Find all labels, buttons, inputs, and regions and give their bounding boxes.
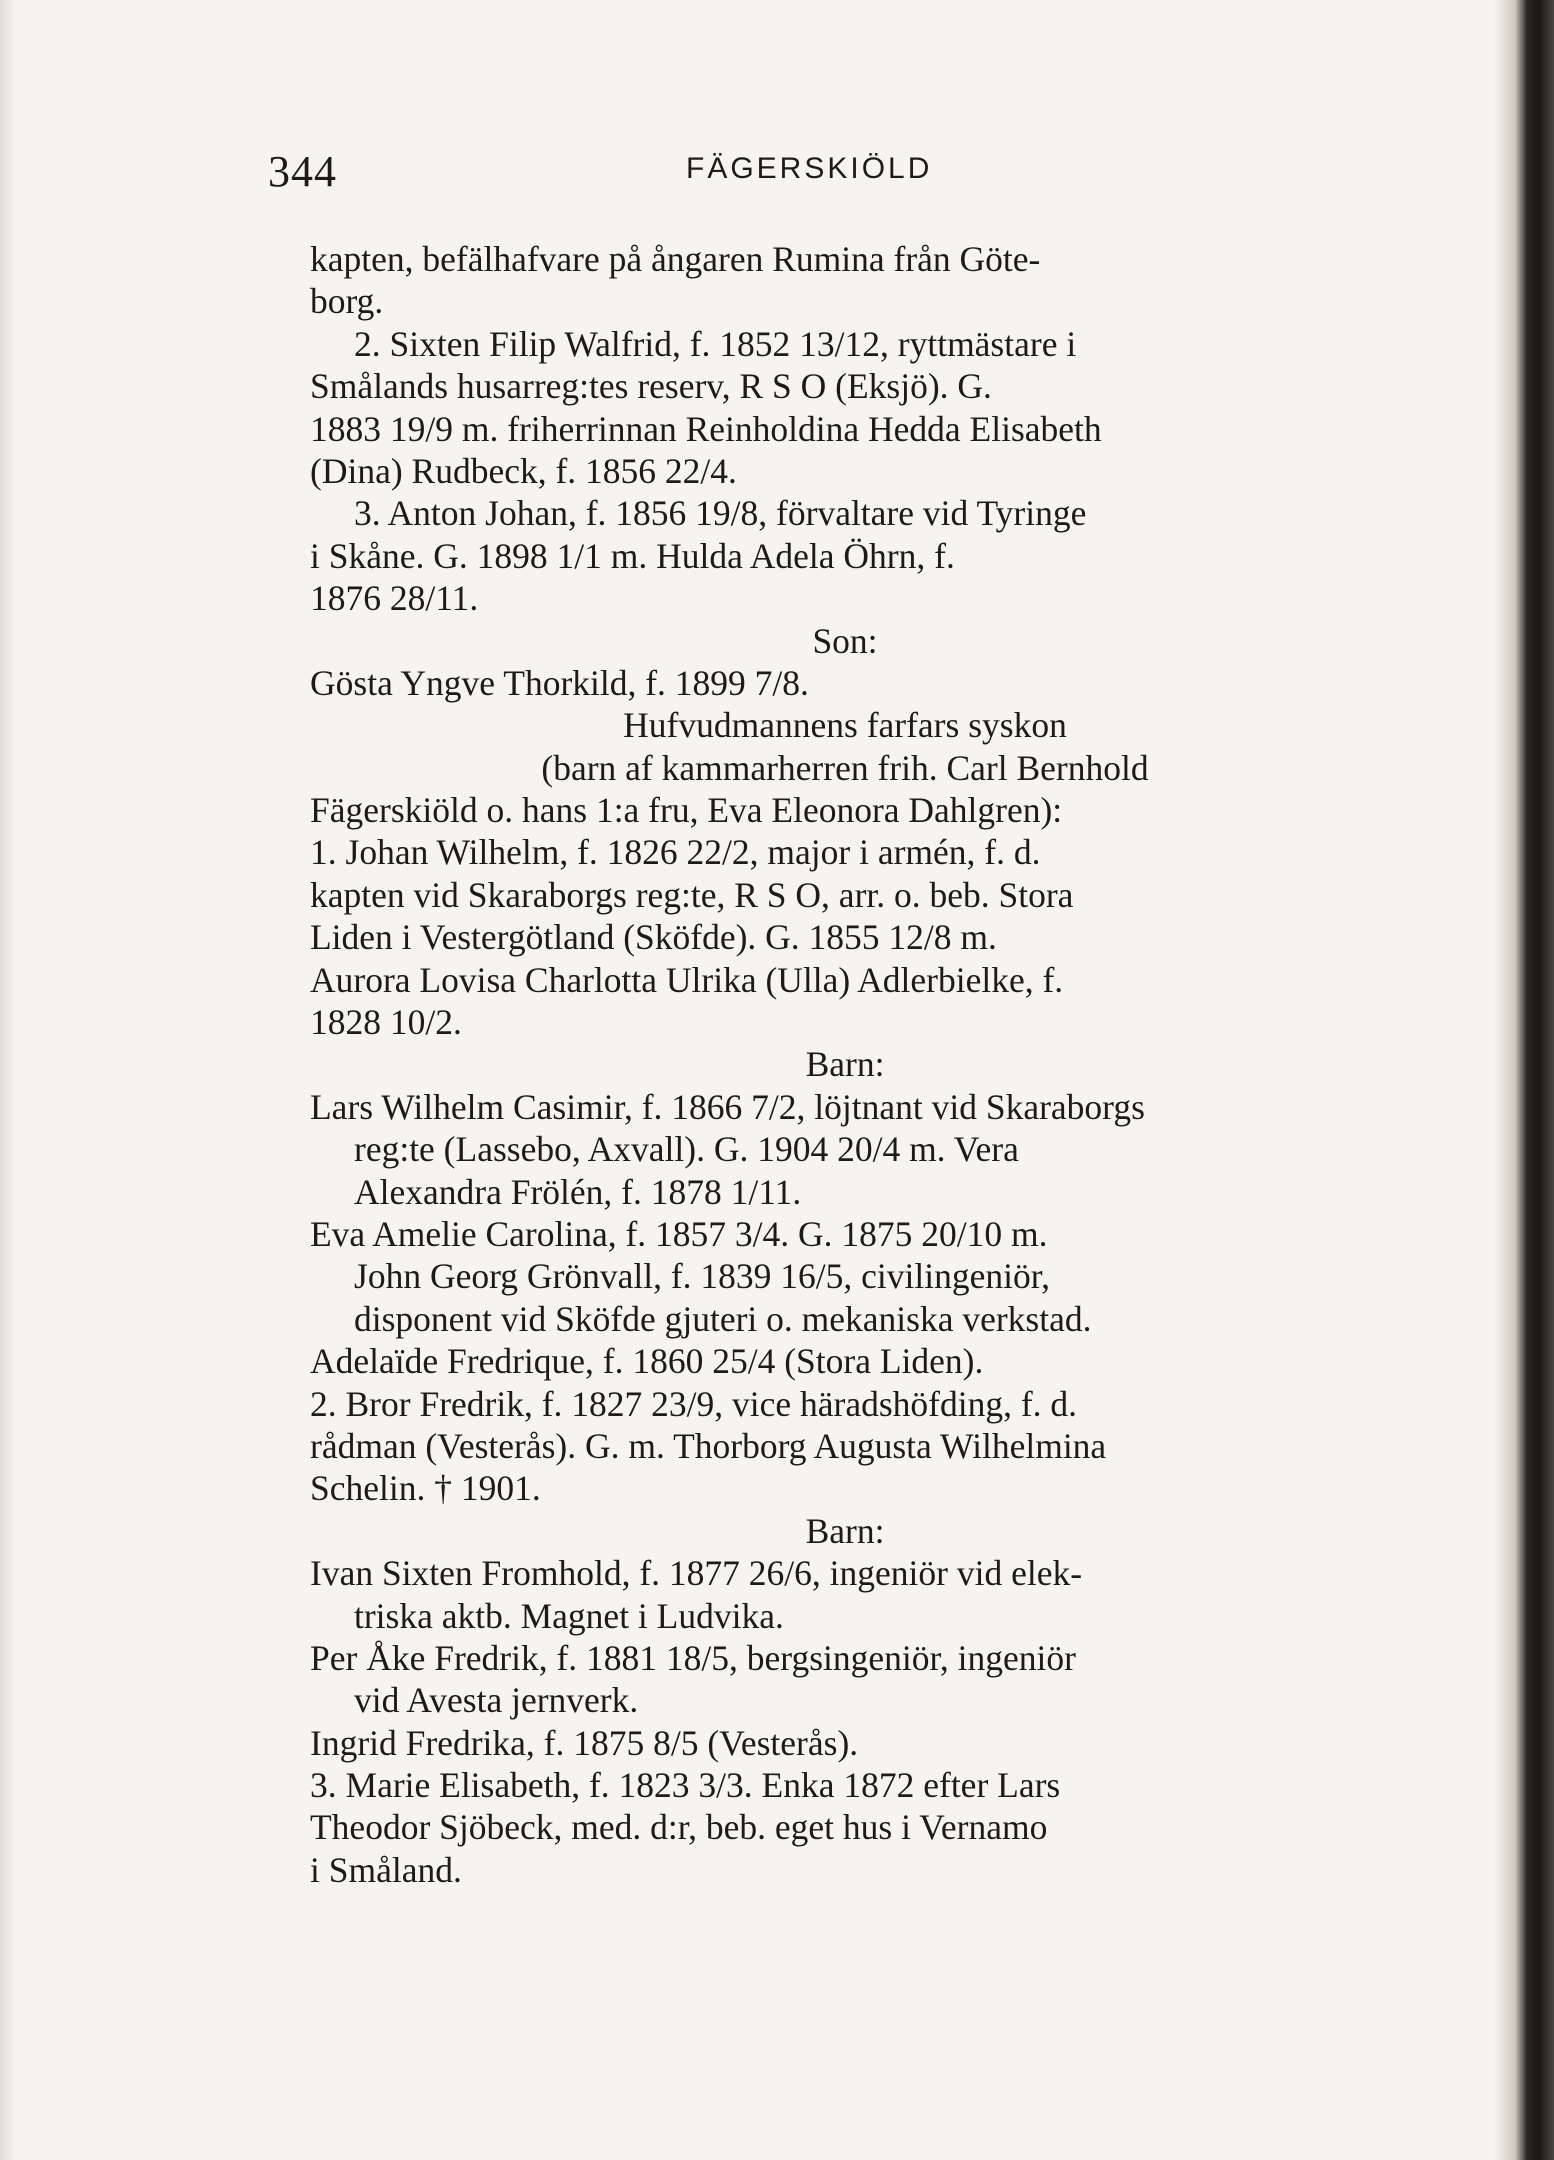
text-line: Alexandra Frölén, f. 1878 1/11.: [354, 1171, 802, 1212]
page-left-edge: [0, 0, 16, 2160]
text-line: Ivan Sixten Fromhold, f. 1877 26/6, ingeniör vid elek-: [310, 1553, 1083, 1594]
text-line: 1828 10/2.: [310, 1002, 462, 1043]
text-line: kapten, befälhafvare på ångaren Rumina från Göte-: [310, 239, 1041, 279]
text-line: Gösta Yngve Thorkild, f. 1899 7/8.: [310, 662, 809, 703]
text-line: Adelaïde Fredrique, f. 1860 25/4 (Stora Liden).: [310, 1341, 984, 1382]
entry-line: 2. Sixten Filip Walfrid, f. 1852 13/12, ryttmästare i: [354, 323, 1077, 364]
page-number: 344: [268, 147, 337, 196]
running-title: FÄGERSKIÖLD: [686, 152, 933, 185]
text-line: i Skåne. G. 1898 1/1 m. Hulda Adela Öhrn, f.: [310, 535, 955, 576]
text-line: John Georg Grönvall, f. 1839 16/5, civilingeniör,: [354, 1256, 1050, 1297]
section-heading: Son:: [812, 620, 878, 661]
book-binding-edge: [1494, 0, 1554, 2160]
text-line: Aurora Lovisa Charlotta Ulrika (Ulla) Adlerbielke, f.: [310, 959, 1064, 1000]
text-line: Eva Amelie Carolina, f. 1857 3/4. G. 1875 20/10 m.: [310, 1213, 1048, 1254]
text-line: kapten vid Skaraborgs reg:te, R S O, arr. o. beb. Stora: [310, 874, 1074, 915]
text-line: vid Avesta jernverk.: [354, 1680, 639, 1721]
text-line: Fägerskiöld o. hans 1:a fru, Eva Eleonora Dahlgren):: [310, 790, 1063, 831]
text-line: (Dina) Rudbeck, f. 1856 22/4.: [310, 450, 737, 491]
entry-line: 3. Anton Johan, f. 1856 19/8, förvaltare vid Tyringe: [354, 493, 1087, 534]
section-heading: Hufvudmannens farfars syskon: [623, 705, 1067, 746]
text-line: rådman (Vesterås). G. m. Thorborg Augusta Wilhelmina: [310, 1425, 1107, 1466]
text-line: Liden i Vestergötland (Sköfde). G. 1855 12/8 m.: [310, 917, 997, 958]
text-line: disponent vid Sköfde gjuteri o. mekaniska verkstad.: [354, 1298, 1092, 1339]
text-line: Lars Wilhelm Casimir, f. 1866 7/2, löjtnant vid Skaraborgs: [310, 1086, 1145, 1127]
text-line: Schelin. † 1901.: [310, 1468, 541, 1509]
text-line: i Småland.: [310, 1849, 462, 1890]
body-text: [310, 238, 1380, 1891]
text-line: reg:te (Lassebo, Axvall). G. 1904 20/4 m. Vera: [354, 1129, 1019, 1170]
text-line: 1876 28/11.: [310, 578, 479, 619]
section-heading: Barn:: [805, 1044, 885, 1085]
text-line: (barn af kammarherren frih. Carl Bernhold: [541, 747, 1149, 788]
text-line: triska aktb. Magnet i Ludvika.: [354, 1595, 784, 1636]
entry-line: 3. Marie Elisabeth, f. 1823 3/3. Enka 1872 efter Lars: [310, 1765, 1061, 1806]
entry-line: 2. Bror Fredrik, f. 1827 23/9, vice häradshöfding, f. d.: [310, 1383, 1078, 1424]
text-line: Smålands husarreg:tes reserv, R S O (Eksjö). G.: [310, 366, 992, 407]
text-line: Per Åke Fredrik, f. 1881 18/5, bergsingeniör, ingeniör: [310, 1637, 1076, 1678]
text-line: 1883 19/9 m. friherrinnan Reinholdina Hedda Elisabeth: [310, 408, 1102, 449]
text-line: Ingrid Fredrika, f. 1875 8/5 (Vesterås).: [310, 1722, 859, 1763]
text-line: borg.: [310, 281, 384, 322]
entry-line: 1. Johan Wilhelm, f. 1826 22/2, major i armén, f. d.: [310, 832, 1041, 873]
text-line: Theodor Sjöbeck, med. d:r, beb. eget hus i Vernamo: [310, 1807, 1048, 1848]
section-heading: Barn:: [805, 1510, 885, 1551]
